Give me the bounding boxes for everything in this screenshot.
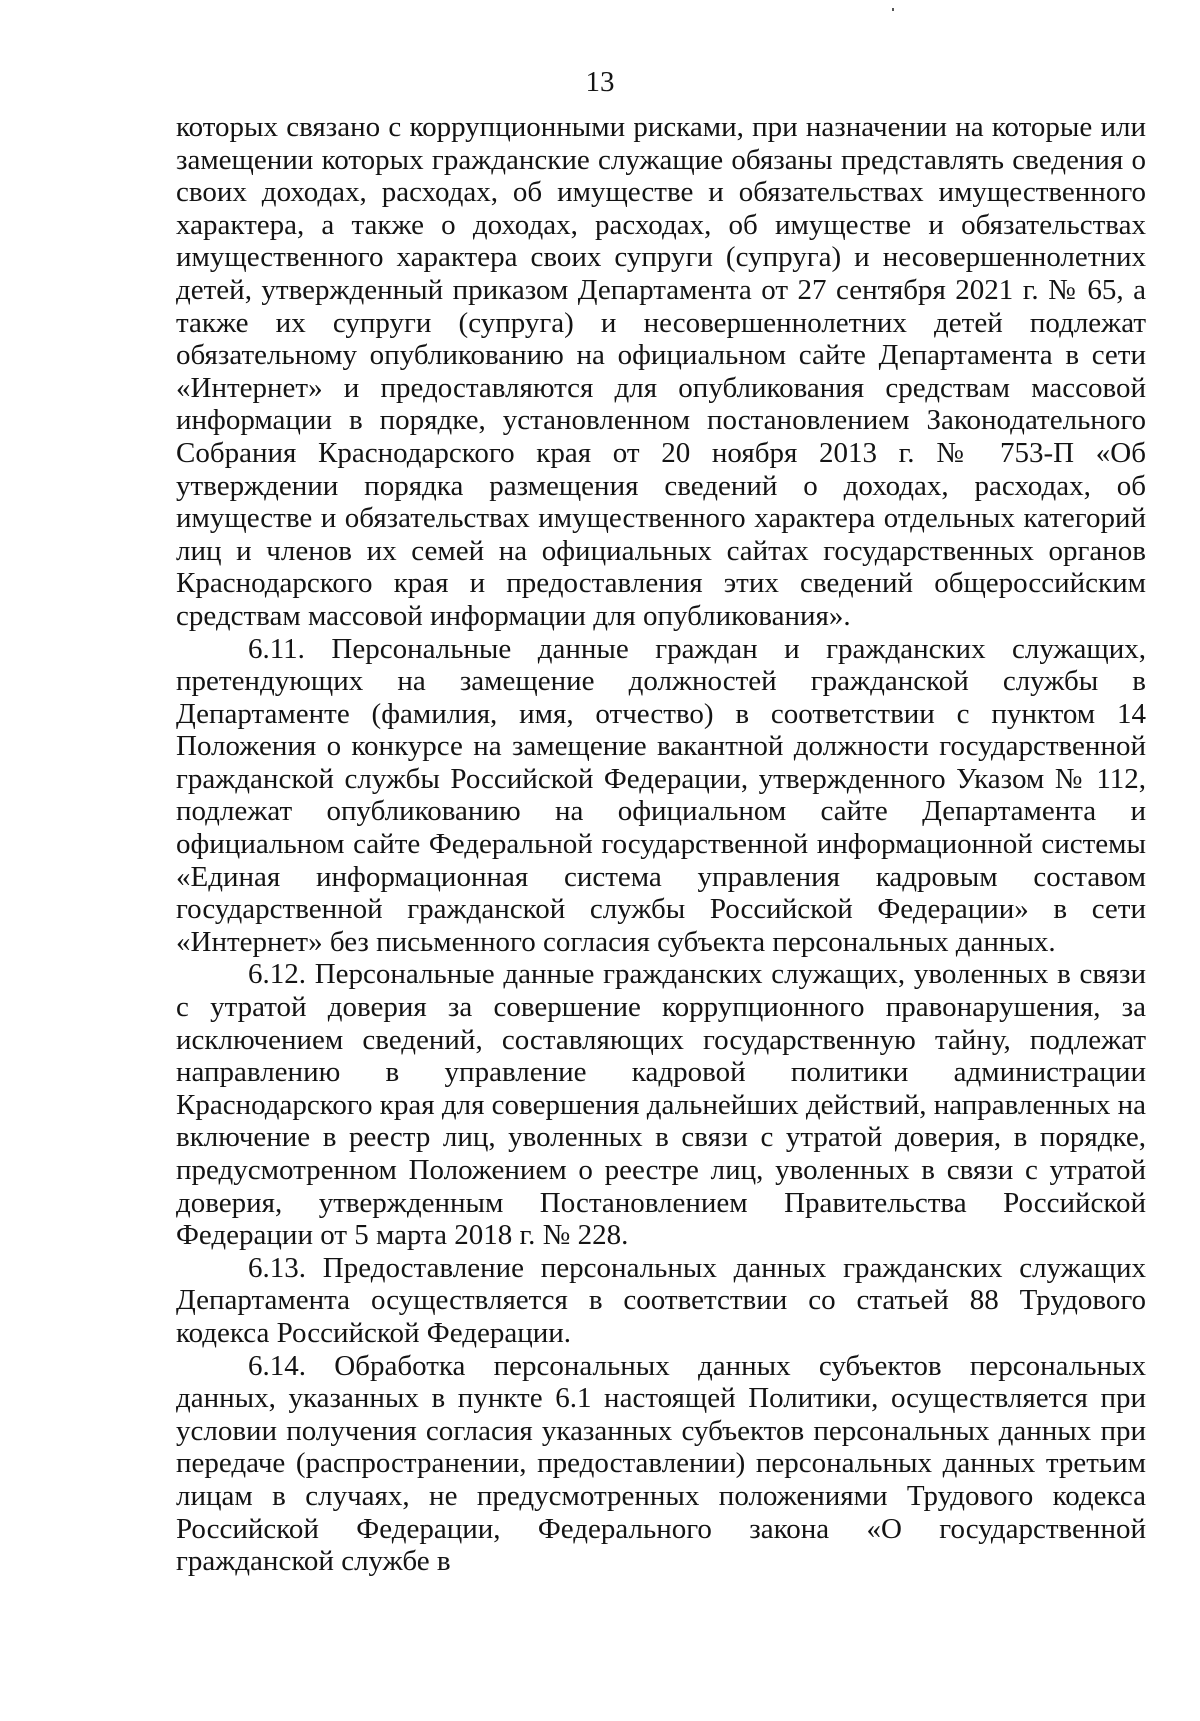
paragraph-6-12: 6.12. Персональные данные гражданских служащих, уволенных в связи с утратой доверия за совершение коррупционного правонарушения, за исключением сведений, составляющих государственную тайну, подлежат направлению в управление кадровой политики администрации Краснодарского края для совершения дальнейших действий, направленных на включение в реестр лиц, уволенных в связи с утратой доверия, в порядке, предусмотренном Положением о реестре лиц, уволенных в связи с утратой доверия, утвержденным Постановлением Правительства Российской Федерации от 5 марта 2018 г. № 228.: [176, 958, 1146, 1252]
document-body: [176, 111, 1146, 1578]
paragraph-6-14: 6.14. Обработка персональных данных субъектов персональных данных, указанных в пункте 6.1 настоящей Политики, осуществляется при условии получения согласия указанных субъектов персональных данных при передаче (распространении, предоставлении) персональных данных третьим лицам в случаях, не предусмотренных положениями Трудового кодекса Российской Федерации, Федерального закона «О государственной гражданской службе в: [176, 1349, 1146, 1578]
page-number: 13: [585, 66, 615, 98]
scan-artifact: [892, 8, 894, 11]
paragraph-6-11: 6.11. Персональные данные граждан и гражданских служащих, претендующих на замещение должностей гражданской службы в Департаменте (фамилия, имя, отчество) в соответствии с пунктом 14 Положения о конкурсе на замещение вакантной должности государственной гражданской службы Российской Федерации, утвержденного Указом № 112, подлежат опубликованию на официальном сайте Департамента и официальном сайте Федеральной государственной информационной системы «Единая информационная система управления кадровым составом государственной гражданской службы Российской Федерации» в сети «Интернет» без письменного согласия субъекта персональных данных.: [176, 632, 1146, 958]
paragraph-continuation: которых связано с коррупционными рисками, при назначении на которые или замещении которых гражданские служащие обязаны представлять сведения о своих доходах, расходах, об имуществе и обязательствах имущественного характера, а также о доходах, расходах, об имуществе и обязательствах имущественного характера своих супруги (супруга) и несовершеннолетних детей, утвержденный приказом Департамента от 27 сентября 2021 г. № 65, а также их супруги (супруга) и несовершеннолетних детей подлежат обязательному опубликованию на официальном сайте Департамента в сети «Интернет» и предоставляются для опубликования средствам массовой информации в порядке, установленном постановлением Законодательного Собрания Краснодарского края от 20 ноября 2013 г. № 753-П «Об утверждении порядка размещения сведений о доходах, расходах, об имуществе и обязательствах имущественного характера отдельных категорий лиц и членов их семей на официальных сайтах государственных органов Краснодарского края и предоставления этих сведений общероссийским средствам массовой информации для опубликования».: [176, 111, 1146, 632]
paragraph-6-13: 6.13. Предоставление персональных данных гражданских служащих Департамента осуществляется в соответствии со статьей 88 Трудового кодекса Российской Федерации.: [176, 1251, 1146, 1349]
